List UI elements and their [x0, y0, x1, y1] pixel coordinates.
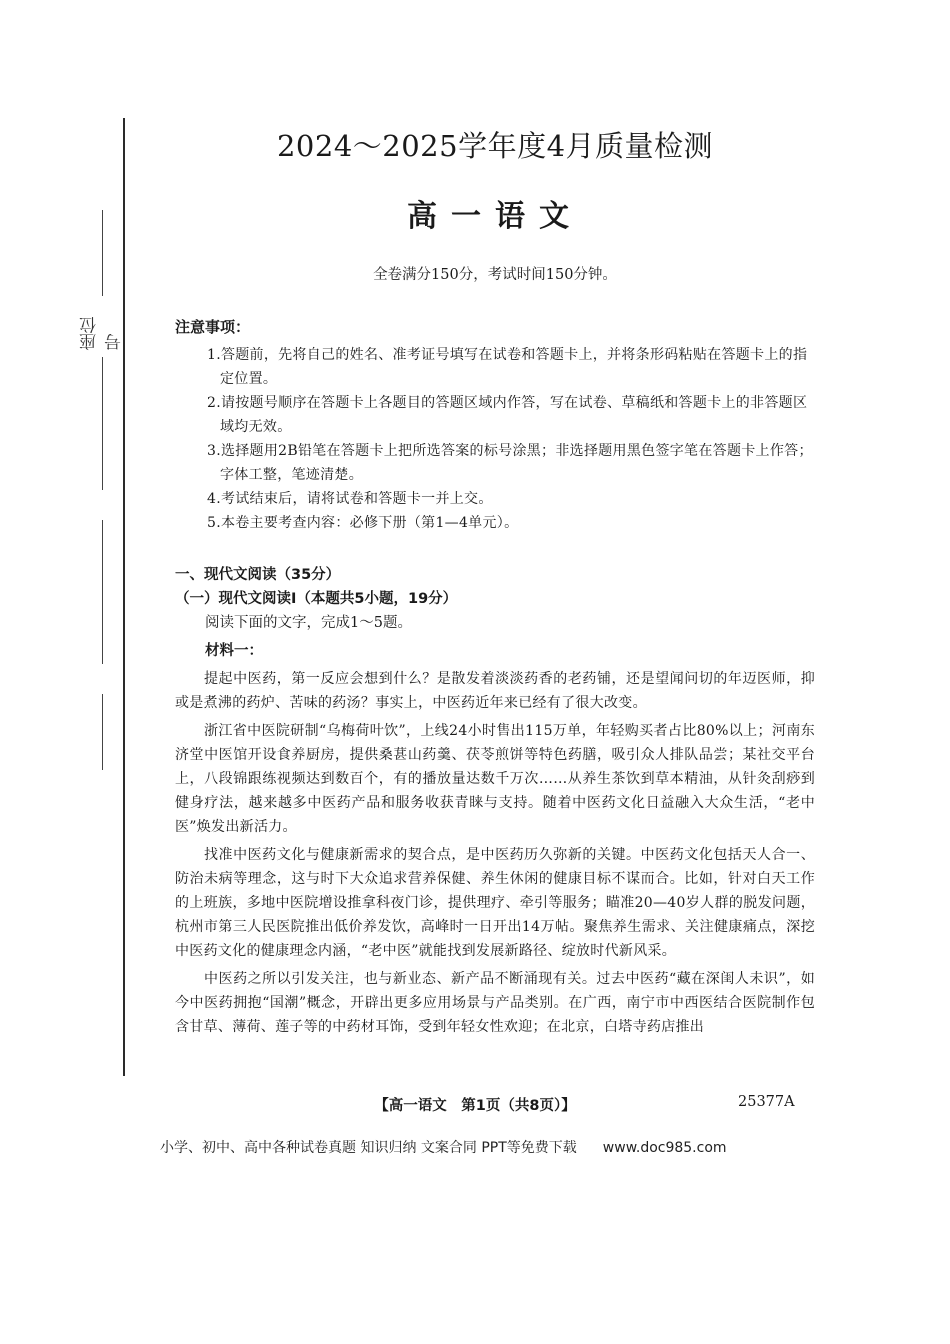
- binding-blank-line: [102, 357, 103, 491]
- notice-item: 4.考试结束后，请将试卷和答题卡一并上交。: [207, 491, 493, 507]
- download-watermark: [160, 1137, 727, 1157]
- notice-heading: 注意事项：: [175, 318, 251, 336]
- binding-blank-line: [102, 210, 103, 296]
- subject-title: 高一语文: [407, 199, 583, 234]
- exam-title: 2024～2025学年度4月质量检测: [276, 129, 714, 163]
- notice-item: 3.选择题用2B铅笔在答题卡上把所选答案的标号涂黑；非选择题用黑色签字笔在答题卡上作答；字体工整，笔迹清楚。: [207, 443, 813, 483]
- exam-page: [175, 118, 815, 1039]
- score-time-line: 全卷满分150分，考试时间150分钟。: [373, 267, 617, 283]
- seat-number-label: 座位号: [80, 316, 125, 351]
- watermark-text: 小学、初中、高中各种试卷真题 知识归纳 文案合同 PPT等免费下载: [160, 1140, 577, 1156]
- binding-blank-line: [102, 520, 103, 663]
- notice-item: 5.本卷主要考查内容：必修下册（第1—4单元）。: [207, 515, 519, 531]
- notice-list: [175, 343, 815, 535]
- page-footer-label: 【高一语文 第1页（共8页）】: [374, 1098, 576, 1114]
- sub-section-heading: （一）现代文阅读Ⅰ（本题共5小题，19分）: [175, 591, 458, 607]
- reading-instruction: 阅读下面的文字，完成1～5题。: [205, 615, 412, 631]
- passage-paragraph: 提起中医药，第一反应会想到什么？是散发着淡淡药香的老药铺，还是望闻问切的年迈医师，抑或是煮沸的药炉、苦味的药汤？事实上，中医药近年来已经有了很大改变。: [175, 671, 815, 711]
- notice-item: 1.答题前，先将自己的姓名、准考证号填写在试卷和答题卡上，并将条形码粘贴在答题卡上的指定位置。: [207, 347, 808, 387]
- section-heading: 一、现代文阅读（35分）: [175, 567, 341, 583]
- paper-code: 25377A: [738, 1094, 795, 1110]
- passage-paragraph: 浙江省中医院研制“乌梅荷叶饮”，上线24小时售出115万单，年轻购买者占比80%以上；河南东济堂中医馆开设食养厨房，提供桑葚山药羹、茯苓煎饼等特色药膳，吸引众人排队品尝；某社交平台上，八段锦跟练视频达到数百个，有的播放量达数千万次……从养生茶饮到草本精油，从针灸刮痧到健身疗法，越来越多中医药产品和服务收获青睐与支持。随着中医药文化日益融入大众生活，“老中医”焕发出新活力。: [175, 723, 815, 835]
- watermark-site[interactable]: www.doc985.com: [602, 1140, 727, 1156]
- binding-line: [123, 118, 125, 1076]
- passage-paragraph: 中医药之所以引发关注，也与新业态、新产品不断涌现有关。过去中医药“藏在深闺人未识”，如今中医药拥抱“国潮”概念，开辟出更多应用场景与产品类别。在广西，南宁市中西医结合医院制作包含甘草、薄荷、莲子等的中药材耳饰，受到年轻女性欢迎；在北京，白塔寺药店推出: [175, 971, 815, 1035]
- passage-paragraph: 找准中医药文化与健康新需求的契合点，是中医药历久弥新的关键。中医药文化包括天人合一、防治未病等理念，这与时下大众追求营养保健、养生休闲的健康目标不谋而合。比如，针对白天工作的上班族，多地中医院增设推拿科夜门诊，提供理疗、牵引等服务；瞄准20—40岁人群的脱发问题，杭州市第三人民医院推出低价养发饮，高峰时一日开出14万帖。聚焦养生需求、关注健康痛点，深挖中医药文化的健康理念内涵，“老中医”就能找到发展新路径、绽放时代新风采。: [175, 847, 815, 959]
- material-label: 材料一：: [205, 643, 263, 659]
- binding-blank-line: [102, 694, 103, 770]
- notice-item: 2.请按题号顺序在答题卡上各题目的答题区域内作答，写在试卷、草稿纸和答题卡上的非答题区域均无效。: [207, 395, 808, 435]
- binding-margin: [80, 210, 125, 770]
